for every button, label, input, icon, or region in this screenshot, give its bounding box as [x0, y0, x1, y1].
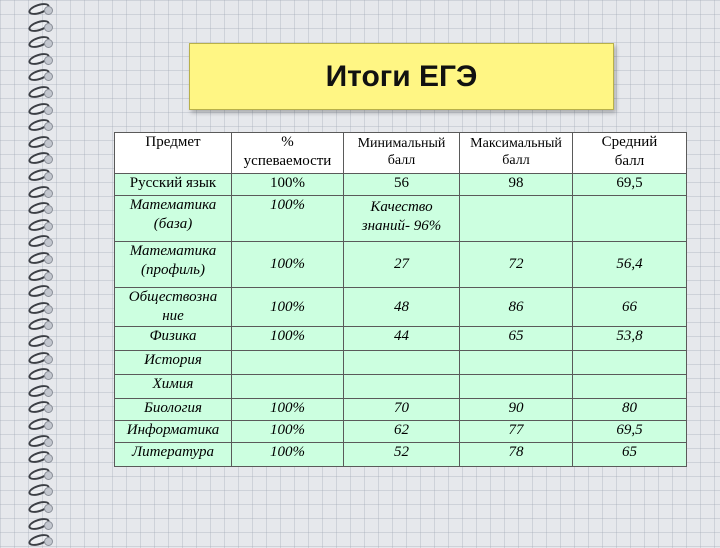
cell-subject-text: ние [162, 308, 184, 324]
notebook-spiral [0, 0, 62, 540]
spiral-hole [44, 39, 53, 48]
cell-subject [115, 443, 232, 467]
cell-avg [573, 288, 687, 327]
cell-max [460, 443, 573, 467]
cell-avg [573, 399, 687, 421]
cell-avg-text: 65 [622, 444, 637, 460]
cell-min [344, 327, 460, 351]
cell-min-text: 44 [394, 328, 409, 344]
cell-avg [573, 351, 687, 375]
cell-max [460, 399, 573, 421]
spiral-hole [44, 288, 53, 297]
cell-subject-text: Математика [129, 197, 217, 213]
table-row [115, 174, 687, 196]
table-row [115, 421, 687, 443]
cell-success-text: 100% [270, 328, 305, 344]
cell-subject-text: Математика [129, 243, 217, 259]
spiral-hole [44, 338, 53, 347]
cell-max-text: 65 [508, 328, 524, 344]
cell-subject-text: Русский язык [129, 175, 217, 191]
table-row [115, 375, 687, 399]
cell-min [344, 421, 460, 443]
spiral-hole [44, 238, 53, 247]
cell-max [460, 288, 573, 327]
spiral-hole [44, 89, 53, 98]
spiral-hole [44, 272, 53, 281]
cell-subject-text: История [144, 352, 202, 368]
cell-min [344, 443, 460, 467]
spiral-hole [44, 537, 53, 546]
spiral-hole [44, 106, 53, 115]
spiral-hole [44, 471, 53, 480]
cell-success-text: 100% [270, 197, 305, 213]
cell-success [232, 443, 344, 467]
spiral-hole [44, 172, 53, 181]
table-row [115, 196, 687, 242]
spiral-hole [44, 404, 53, 413]
cell-max [460, 351, 573, 375]
cell-max-text: 98 [508, 175, 524, 191]
cell-success [232, 288, 344, 327]
spiral-hole [44, 56, 53, 65]
header-min: Минимальный балл [344, 133, 460, 174]
cell-success-text: 100% [270, 400, 305, 416]
cell-success-text: 100% [270, 298, 305, 315]
cell-min-text: 48 [394, 298, 409, 315]
cell-min [344, 375, 460, 399]
title-banner [189, 43, 614, 110]
cell-success [232, 174, 344, 196]
cell-success [232, 351, 344, 375]
cell-success [232, 327, 344, 351]
cell-avg-text: 53,8 [616, 328, 643, 344]
spiral-hole [44, 371, 53, 380]
cell-max-text: 77 [508, 422, 524, 438]
spiral-hole [44, 487, 53, 496]
cell-subject-text: (база) [153, 216, 193, 232]
table-row [115, 399, 687, 421]
spiral-hole [44, 438, 53, 447]
spiral-hole [44, 454, 53, 463]
spiral-hole [44, 255, 53, 264]
cell-max [460, 375, 573, 399]
table-row [115, 242, 687, 288]
cell-subject-text: (профиль) [140, 262, 205, 278]
cell-avg-text: 69,5 [616, 422, 643, 438]
spiral-hole [44, 139, 53, 148]
spiral-hole [44, 321, 53, 330]
table-row [115, 351, 687, 375]
header-subject: Предмет [115, 133, 232, 174]
spiral-hole [44, 305, 53, 314]
page-title: Итоги ЕГЭ [325, 59, 478, 93]
cell-min-text: 62 [394, 422, 409, 438]
cell-subject [115, 288, 232, 327]
cell-max-text: 90 [508, 400, 524, 416]
header-success: % успеваемости [232, 133, 344, 174]
cell-max [460, 196, 573, 242]
cell-subject [115, 399, 232, 421]
cell-subject [115, 242, 232, 288]
cell-min-text: знаний- 96% [361, 218, 442, 234]
header-avg: Средний балл [573, 133, 687, 174]
spiral-hole [44, 222, 53, 231]
cell-max-text: 72 [508, 256, 524, 272]
spiral-hole [44, 421, 53, 430]
cell-subject-text: Литература [131, 444, 215, 460]
cell-subject-text: Химия [152, 376, 194, 392]
cell-success-text: 100% [270, 256, 305, 272]
table-row [115, 288, 687, 327]
cell-min [344, 242, 460, 288]
table-row [115, 443, 687, 467]
cell-subject-text: Обществозна [128, 289, 218, 305]
cell-avg [573, 242, 687, 288]
cell-avg-text: 56,4 [616, 256, 643, 272]
cell-min-text: 70 [394, 400, 409, 416]
cell-min-text: 52 [394, 444, 409, 460]
header-max: Максимальный балл [460, 133, 573, 174]
cell-avg [573, 375, 687, 399]
cell-subject [115, 421, 232, 443]
spiral-hole [44, 355, 53, 364]
cell-max-text: 86 [508, 298, 524, 315]
cell-avg [573, 174, 687, 196]
cell-subject-text: Физика [149, 328, 197, 344]
cell-min [344, 196, 460, 242]
spiral-hole [44, 155, 53, 164]
cell-max [460, 242, 573, 288]
cell-min [344, 288, 460, 327]
spiral-hole [44, 23, 53, 32]
cell-avg [573, 421, 687, 443]
cell-subject [115, 174, 232, 196]
cell-success [232, 196, 344, 242]
spiral-hole [44, 6, 53, 15]
spiral-hole [44, 122, 53, 131]
spiral-hole [44, 521, 53, 530]
cell-min-text: 56 [394, 175, 409, 191]
cell-max-text: 78 [508, 444, 524, 460]
cell-min [344, 351, 460, 375]
cell-subject [115, 375, 232, 399]
cell-success-text: 100% [270, 175, 305, 191]
cell-max [460, 174, 573, 196]
cell-avg-text: 66 [622, 298, 637, 315]
spiral-hole [44, 189, 53, 198]
table-row [115, 327, 687, 351]
cell-subject-text: Биология [143, 400, 203, 416]
cell-avg [573, 443, 687, 467]
table-header-row [115, 133, 687, 174]
cell-min-text: Качество [370, 199, 433, 215]
cell-avg-text: 80 [622, 400, 637, 416]
cell-success [232, 242, 344, 288]
cell-avg [573, 196, 687, 242]
cell-max [460, 327, 573, 351]
cell-subject [115, 351, 232, 375]
cell-min [344, 399, 460, 421]
cell-success-text: 100% [270, 422, 305, 438]
cell-subject-text: Информатика [126, 422, 220, 438]
cell-subject [115, 327, 232, 351]
cell-avg-text: 69,5 [616, 175, 643, 191]
cell-min-text: 27 [394, 256, 409, 272]
cell-success [232, 421, 344, 443]
spiral-hole [44, 72, 53, 81]
cell-min [344, 174, 460, 196]
cell-avg [573, 327, 687, 351]
spiral-hole [44, 388, 53, 397]
spiral-hole [44, 504, 53, 513]
cell-max [460, 421, 573, 443]
results-table [114, 132, 687, 467]
spiral-hole [44, 205, 53, 214]
cell-success [232, 375, 344, 399]
cell-success-text: 100% [270, 444, 305, 460]
cell-success [232, 399, 344, 421]
cell-subject [115, 196, 232, 242]
